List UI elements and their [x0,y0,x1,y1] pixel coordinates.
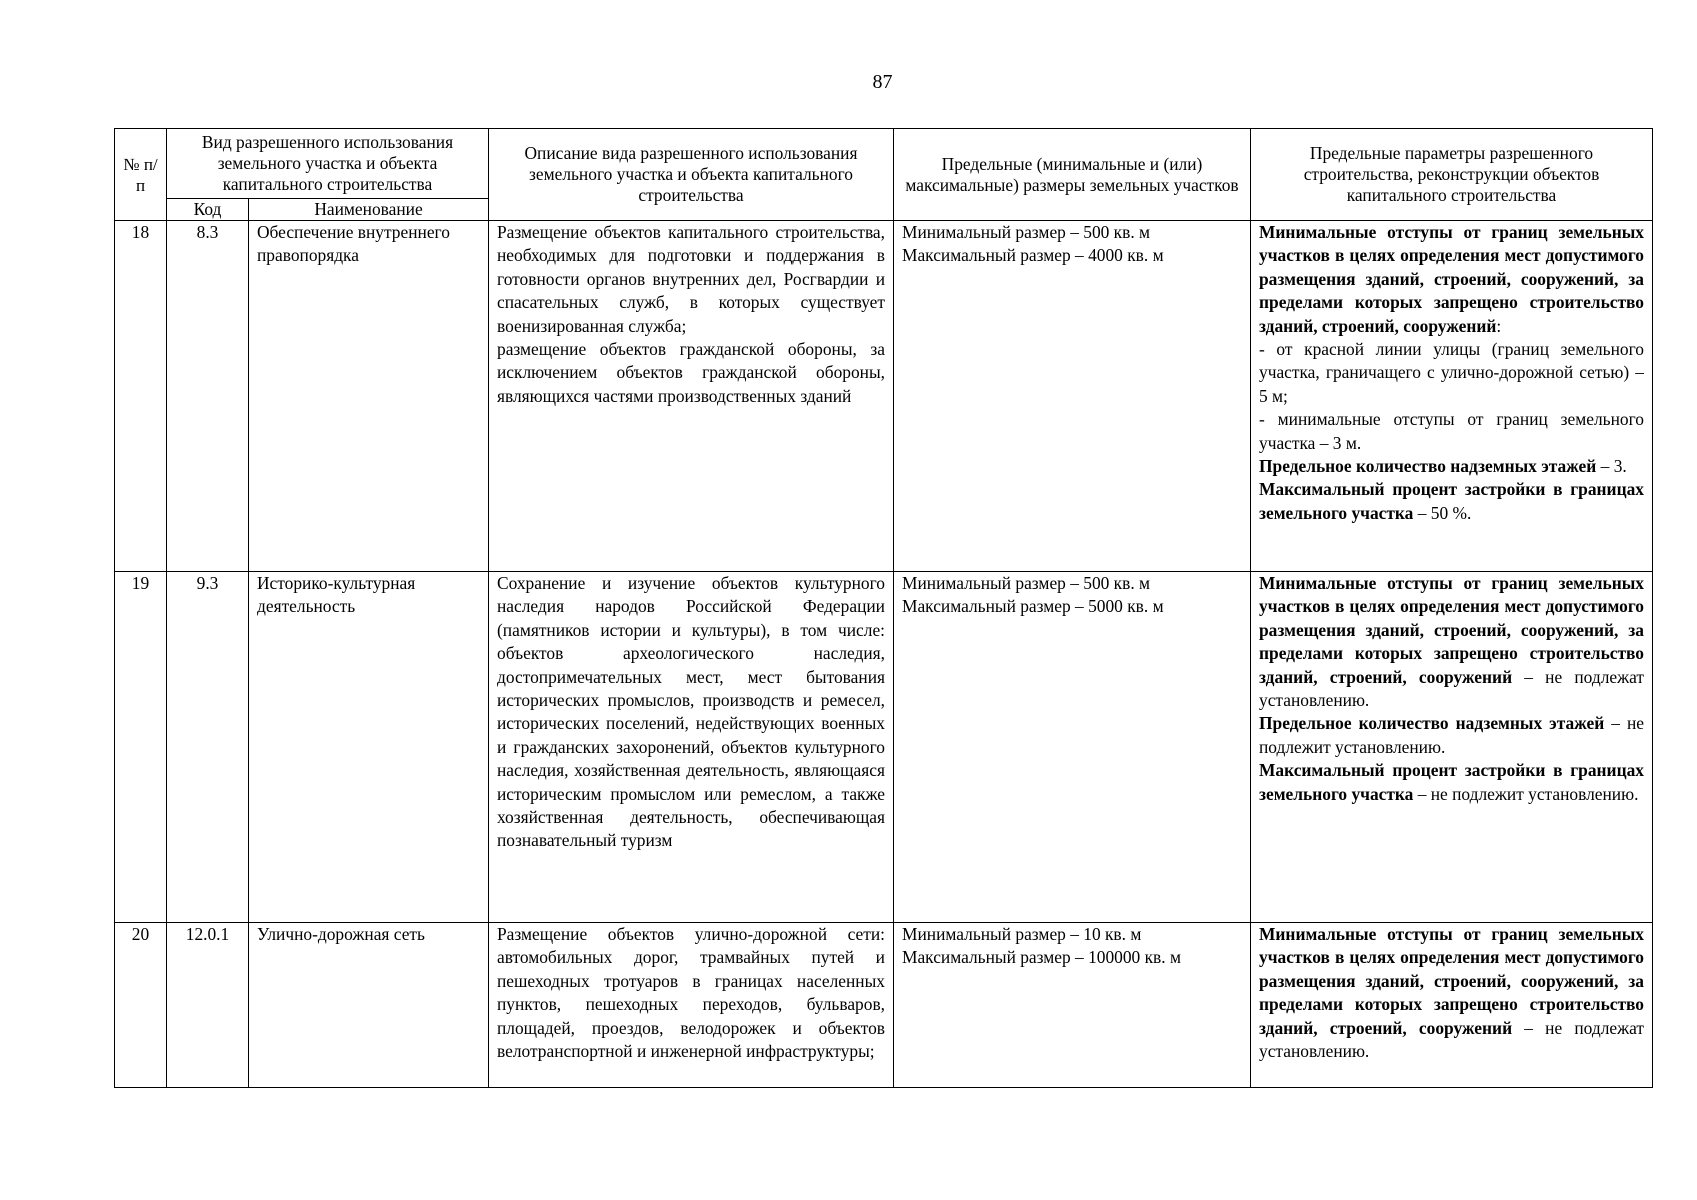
row-number: 19 [115,572,167,923]
description-paragraph: Размещение объектов капитального строительства, необходимых для подготовки и поддержания в готовности органов внутренних дел, Росгвардии и спасательных служб, в которых существует военизированная служба; [497,222,885,336]
construction-parameters [1251,221,1653,572]
parameter-value: – 50 %. [1413,502,1472,523]
usage-name: Историко-культурная деятельность [249,572,489,923]
table-row [115,572,1653,923]
usage-code: 9.3 [167,572,249,923]
parameter-value: – не подлежит установлению. [1259,713,1644,757]
header-code: Код [167,199,249,221]
plot-size-line: Максимальный размер – 5000 кв. м [902,596,1164,617]
plot-size-limits [894,221,1251,572]
plot-size-line: Минимальный размер – 500 кв. м [902,573,1151,593]
usage-name: Улично-дорожная сеть [249,923,489,1088]
parameter-title: Минимальные отступы от границ земельных участков в целях определения мест допустимого размещения зданий, строений, сооружений, за пределами которых запрещено строительство зданий, строений, сооружений [1259,573,1644,687]
parameter-paragraph [1259,759,1644,806]
parameter-paragraph [1259,338,1644,408]
plot-size-line: Максимальный размер – 4000 кв. м [902,245,1164,266]
table-body [115,221,1653,1088]
parameter-title: Минимальные отступы от границ земельных участков в целях определения мест допустимого размещения зданий, строений, сооружений, за пределами которых запрещено строительство зданий, строений, сооружений [1259,222,1644,336]
parameter-title: Максимальный процент застройки в границах земельного участка [1259,479,1644,523]
usage-description [489,923,894,1088]
plot-size-limits [894,923,1251,1088]
construction-parameters [1251,923,1653,1088]
usage-code: 12.0.1 [167,923,249,1088]
parameter-paragraph [1259,221,1644,338]
parameter-paragraph [1259,478,1644,525]
construction-parameters [1251,572,1653,923]
header-name: Наименование [249,199,489,221]
parameter-title: Предельное количество надземных этажей [1259,713,1605,734]
header-params: Предельные параметры разрешенного строительства, реконструкции объектов капитального строительства [1251,129,1653,221]
row-number: 20 [115,923,167,1088]
plot-size-line: Минимальный размер – 10 кв. м [902,924,1142,944]
parameter-paragraph [1259,408,1644,455]
parameter-title: Минимальные отступы от границ земельных участков в целях определения мест допустимого размещения зданий, строений, сооружений, за пределами которых запрещено строительство зданий, строений, сооружений [1259,924,1644,1038]
usage-description [489,221,894,572]
plot-size-limits [894,572,1251,923]
parameter-value: – не подлежит установлению. [1413,783,1639,804]
parameter-value: - от красной линии улицы (границ земельного участка, граничащего с улично-дорожной сетью) – 5 м; [1259,339,1644,406]
parameter-value: - минимальные отступы от границ земельного участка – 3 м. [1259,409,1644,453]
description-paragraph: Размещение объектов улично-дорожной сети: автомобильных дорог, трамвайных путей и пешеходных тротуаров в границах населенных пунктов, пешеходных переходов, бульваров, площадей, проездов, велодорожек и объектов велотранспортной и инженерной инфраструктуры; [497,924,885,1062]
header-num: № п/п [115,129,167,221]
parameter-title: Максимальный процент застройки в границах земельного участка [1259,760,1644,804]
regulations-table [114,128,1653,1088]
parameter-paragraph [1259,712,1644,759]
table-row [115,221,1653,572]
parameter-value: – 3. [1596,456,1627,477]
parameter-paragraph [1259,923,1644,1063]
description-paragraph: размещение объектов гражданской обороны, за исключением объектов гражданской обороны, являющихся частями производственных зданий [497,339,885,406]
table-header [115,129,1653,221]
header-usage-group: Вид разрешенного использования земельного участка и объекта капитального строительства [167,129,489,199]
parameter-title: Предельное количество надземных этажей [1259,456,1597,477]
usage-name: Обеспечение внутреннего правопорядка [249,221,489,572]
row-number: 18 [115,221,167,572]
parameter-value: – не подлежат установлению. [1259,666,1644,711]
parameter-paragraph [1259,455,1644,478]
usage-code: 8.3 [167,221,249,572]
parameter-paragraph [1259,572,1644,712]
header-sizes: Предельные (минимальные и (или) максимальные) размеры земельных участков [894,129,1251,221]
description-paragraph: Сохранение и изучение объектов культурного наследия народов Российской Федерации (памятников истории и культуры), в том числе: объектов археологического наследия, достопримечательных мест, мест бытования исторических промыслов, производств и ремесел, исторических поселений, недействующих военных и гражданских захоронений, объектов культурного наследия, хозяйственная деятельность, являющаяся историческим промыслом или ремеслом, а также хозяйственная деятельность, обеспечивающая познавательный туризм [497,573,885,851]
header-description: Описание вида разрешенного использования земельного участка и объекта капитального строительства [489,129,894,221]
usage-description [489,572,894,923]
parameter-value: : [1496,315,1502,336]
page-number: 87 [872,71,893,93]
parameter-value: – не подлежат установлению. [1259,1017,1644,1062]
plot-size-line: Минимальный размер – 500 кв. м [902,222,1151,242]
plot-size-line: Максимальный размер – 100000 кв. м [902,947,1181,968]
table-row [115,923,1653,1088]
